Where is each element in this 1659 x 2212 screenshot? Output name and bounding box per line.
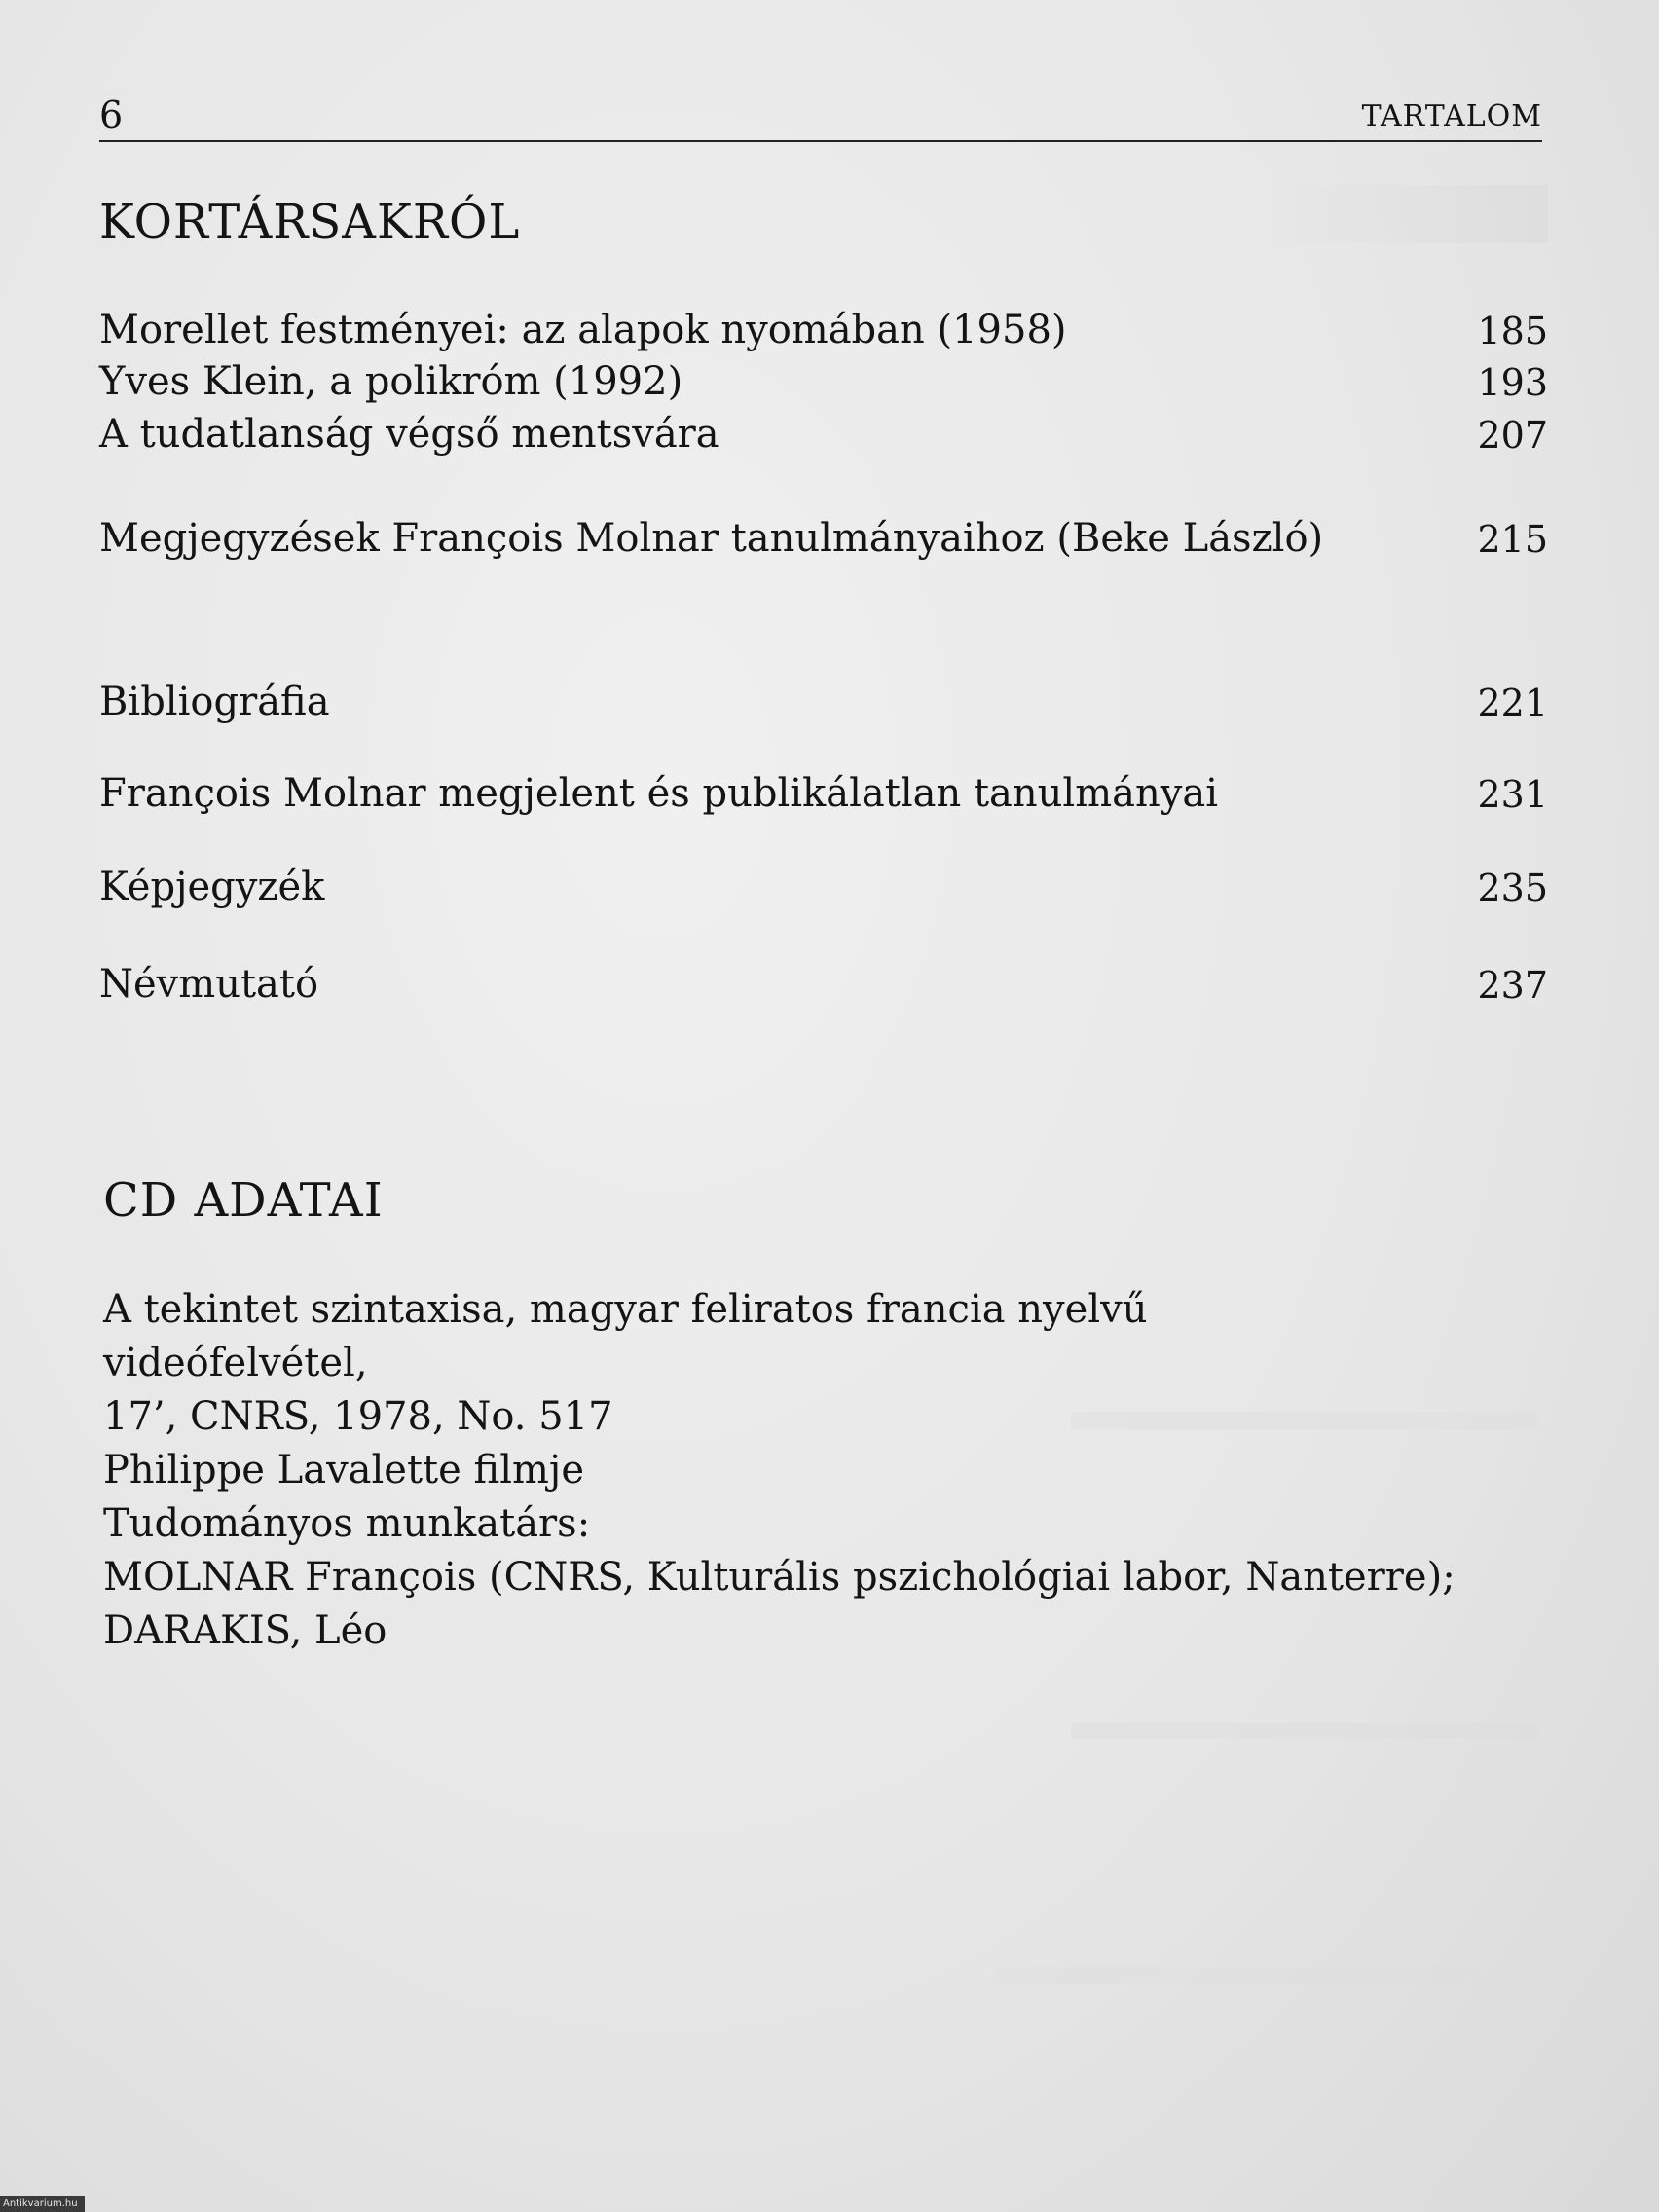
toc-entry-title: François Molnar megjelent és publikálatlan tanulmányai bbox=[99, 771, 1218, 816]
toc-entry-title: Bibliográfia bbox=[99, 680, 330, 724]
page-number: 6 bbox=[99, 93, 124, 136]
toc-entry-title: Morellet festményei: az alapok nyomában (1958) bbox=[99, 308, 1067, 352]
running-head: TARTALOM bbox=[1361, 99, 1542, 133]
bleed-through-decoration bbox=[993, 1967, 1538, 1984]
toc-entry-title: Képjegyzék bbox=[99, 865, 325, 909]
cd-detail-line: videófelvétel, bbox=[103, 1341, 368, 1385]
toc-entry bbox=[99, 771, 1548, 824]
toc-entry-title: Névmutató bbox=[99, 962, 319, 1007]
toc-entry-title: Yves Klein, a polikróm (1992) bbox=[99, 359, 683, 404]
toc-entry-page: 215 bbox=[1477, 518, 1548, 561]
watermark: Antikvarium.hu bbox=[0, 2196, 85, 2212]
toc-entry bbox=[99, 412, 1548, 464]
toc-entry bbox=[99, 865, 1548, 917]
cd-detail-line: DARAKIS, Léo bbox=[103, 1608, 387, 1653]
cd-detail-line: Philippe Lavalette filmje bbox=[103, 1448, 584, 1493]
toc-entry bbox=[99, 962, 1548, 1014]
toc-entry-page: 235 bbox=[1477, 866, 1548, 909]
toc-entry bbox=[99, 516, 1548, 569]
cd-detail-line: 17’, CNRS, 1978, No. 517 bbox=[103, 1394, 613, 1439]
toc-entry-page: 237 bbox=[1477, 964, 1548, 1007]
cd-detail-line: Tudományos munkatárs: bbox=[103, 1501, 591, 1546]
toc-entry-page: 231 bbox=[1477, 773, 1548, 816]
toc-entry-title: Megjegyzések François Molnar tanulmányaihoz (Beke László) bbox=[99, 516, 1324, 561]
bleed-through-decoration bbox=[1266, 185, 1548, 243]
page-header bbox=[99, 90, 1542, 142]
toc-entry-page: 185 bbox=[1477, 310, 1548, 352]
cd-detail-line: A tekintet szintaxisa, magyar feliratos francia nyelvű bbox=[103, 1287, 1148, 1332]
section-title-kortarsakrol: KORTÁRSAKRÓL bbox=[99, 195, 521, 249]
bleed-through-decoration bbox=[1071, 1723, 1538, 1739]
toc-entry-page: 207 bbox=[1477, 414, 1548, 457]
toc-entry bbox=[99, 359, 1548, 412]
toc-entry bbox=[99, 680, 1548, 732]
toc-entry bbox=[99, 308, 1548, 360]
section-title-cd: CD ADATAI bbox=[103, 1173, 384, 1228]
toc-entry-title: A tudatlanság végső mentsvára bbox=[99, 412, 719, 457]
cd-details bbox=[103, 1283, 1564, 1658]
toc-entry-page: 193 bbox=[1477, 361, 1548, 404]
cd-detail-line: MOLNAR François (CNRS, Kulturális pszichológiai labor, Nanterre); bbox=[103, 1555, 1456, 1600]
toc-entry-page: 221 bbox=[1477, 682, 1548, 724]
